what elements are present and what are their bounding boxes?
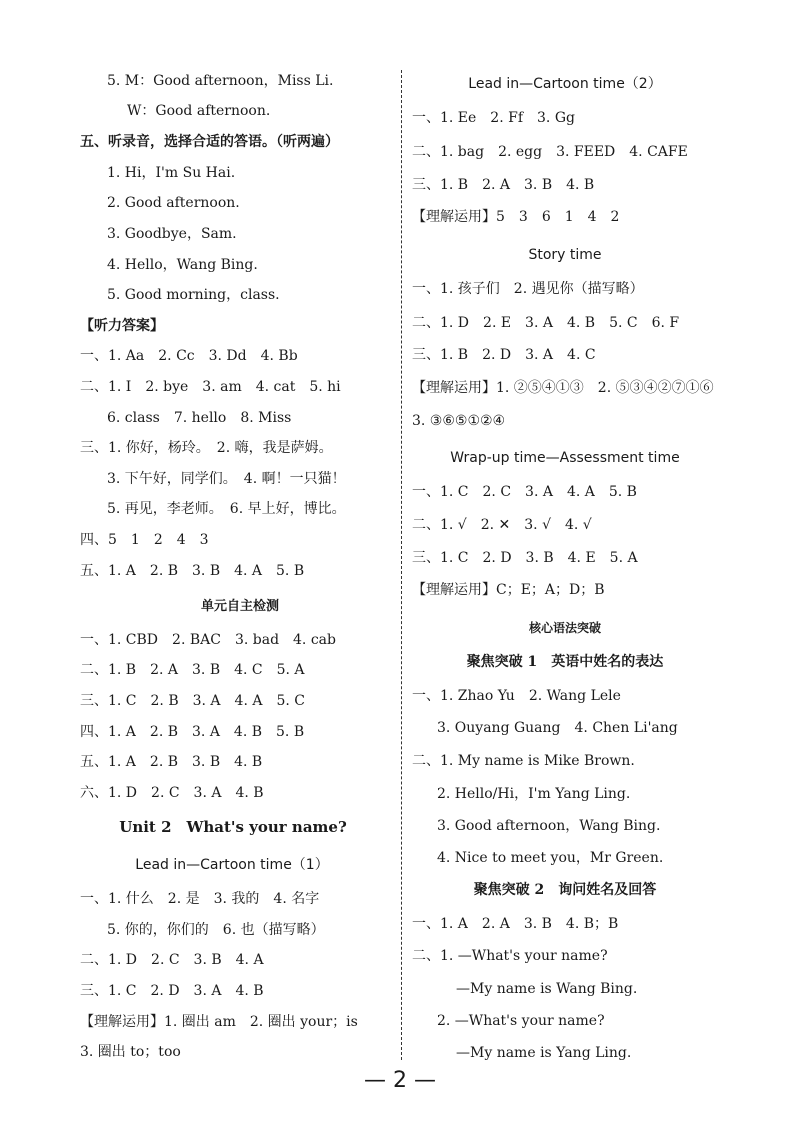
- text-line: 五、1. A 2. B 3. B 4. A 5. B: [80, 563, 305, 579]
- text-line: 3. 圈出 to；too: [80, 1044, 181, 1060]
- text-line: 二、1. bag 2. egg 3. FEED 4. CAFE: [412, 144, 688, 160]
- text-line: 2. Hello/Hi，I'm Yang Ling.: [437, 786, 631, 802]
- text-line: W：Good afternoon.: [127, 103, 271, 119]
- text-line: 四、5 1 2 4 3: [80, 532, 209, 548]
- text-line: 1. Hi，I'm Su Hai.: [107, 165, 236, 181]
- page-number: — 2 —: [364, 1068, 436, 1093]
- text-line: 【理解运用】1. 圈出 am 2. 圈出 your；is: [80, 1014, 358, 1030]
- text-line: 一、1. 孩子们 2. 遇见你（描写略）: [412, 281, 644, 297]
- text-line: 一、1. Ee 2. Ff 3. Gg: [412, 110, 575, 126]
- text-line: 一、1. 什么 2. 是 3. 我的 4. 名字: [80, 891, 320, 907]
- text-line: 3. Ouyang Guang 4. Chen Li'ang: [437, 720, 678, 736]
- text-line: —My name is Wang Bing.: [456, 981, 638, 997]
- text-line: 六、1. D 2. C 3. A 4. B: [80, 785, 264, 801]
- lesson-title: Lead in—Cartoon time（2）: [468, 76, 662, 92]
- text-line: 2. —What's your name?: [437, 1013, 605, 1029]
- text-line: 三、1. C 2. D 3. A 4. B: [80, 983, 264, 999]
- text-line: 二、1. √ 2. ✕ 3. √ 4. √: [412, 517, 592, 533]
- text-line: 6. class 7. hello 8. Miss: [107, 410, 292, 426]
- text-line: 五、1. A 2. B 3. B 4. B: [80, 754, 263, 770]
- text-line: 一、1. A 2. A 3. B 4. B；B: [412, 916, 619, 932]
- lesson-title: Lead in—Cartoon time（1）: [135, 857, 329, 873]
- text-line: 3. ③⑥⑤①②④: [412, 413, 506, 429]
- text-line: 二、1. B 2. A 3. B 4. C 5. A: [80, 662, 305, 678]
- lesson-title: Story time: [528, 247, 602, 263]
- text-line: 二、1. —What's your name?: [412, 948, 608, 964]
- text-line: 三、1. B 2. D 3. A 4. C: [412, 347, 596, 363]
- lesson-title: Wrap-up time—Assessment time: [450, 450, 680, 466]
- text-line: 三、1. B 2. A 3. B 4. B: [412, 177, 595, 193]
- text-line: 5. 再见，李老师。 6. 早上好，博比。: [107, 501, 346, 517]
- text-line: 3. 下午好，同学们。 4. 啊！一只猫！: [107, 471, 346, 487]
- text-line: 一、1. CBD 2. BAC 3. bad 4. cab: [80, 632, 336, 648]
- text-line: 一、1. Zhao Yu 2. Wang Lele: [412, 688, 621, 704]
- focus-heading: 聚焦突破 2 询问姓名及回答: [473, 882, 657, 898]
- unit-title: Unit 2 What's your name?: [119, 818, 347, 836]
- section-heading: 五、听录音，选择合适的答语。（听两遍）: [80, 134, 339, 150]
- text-line: 二、1. My name is Mike Brown.: [412, 753, 635, 769]
- text-line: 5. Good morning，class.: [107, 287, 280, 303]
- text-line: 4. Nice to meet you，Mr Green.: [437, 850, 664, 866]
- text-line: 三、1. C 2. B 3. A 4. A 5. C: [80, 693, 305, 709]
- text-line: 【理解运用】5 3 6 1 4 2: [412, 209, 620, 225]
- text-line: 一、1. C 2. C 3. A 4. A 5. B: [412, 484, 637, 500]
- text-line: 5. 你的，你们的 6. 也（描写略）: [107, 922, 325, 938]
- column-divider: [401, 70, 402, 1060]
- text-line: —My name is Yang Ling.: [456, 1045, 632, 1061]
- text-line: 三、1. 你好，杨玲。 2. 嗨，我是萨姆。: [80, 440, 333, 456]
- text-line: 3. Good afternoon，Wang Bing.: [437, 818, 661, 834]
- text-line: 二、1. D 2. C 3. B 4. A: [80, 952, 264, 968]
- text-line: 一、1. Aa 2. Cc 3. Dd 4. Bb: [80, 348, 298, 364]
- text-line: 四、1. A 2. B 3. A 4. B 5. B: [80, 724, 305, 740]
- text-line: 二、1. D 2. E 3. A 4. B 5. C 6. F: [412, 315, 680, 331]
- text-line: 【理解运用】C；E；A；D；B: [412, 582, 605, 598]
- text-line: 三、1. C 2. D 3. B 4. E 5. A: [412, 550, 638, 566]
- section-title: 核心语法突破: [528, 621, 602, 635]
- section-heading: 【听力答案】: [80, 318, 164, 334]
- focus-heading: 聚焦突破 1 英语中姓名的表达: [466, 654, 664, 670]
- section-title: 单元自主检测: [200, 599, 280, 614]
- text-line: 【理解运用】1. ②⑤④①③ 2. ⑤③④②⑦①⑥: [412, 380, 714, 396]
- text-line: 二、1. I 2. bye 3. am 4. cat 5. hi: [80, 379, 341, 395]
- text-line: 5. M：Good afternoon，Miss Li.: [107, 73, 334, 89]
- text-line: 3. Goodbye，Sam.: [107, 226, 237, 242]
- text-line: 2. Good afternoon.: [107, 195, 240, 211]
- text-line: 4. Hello，Wang Bing.: [107, 257, 258, 273]
